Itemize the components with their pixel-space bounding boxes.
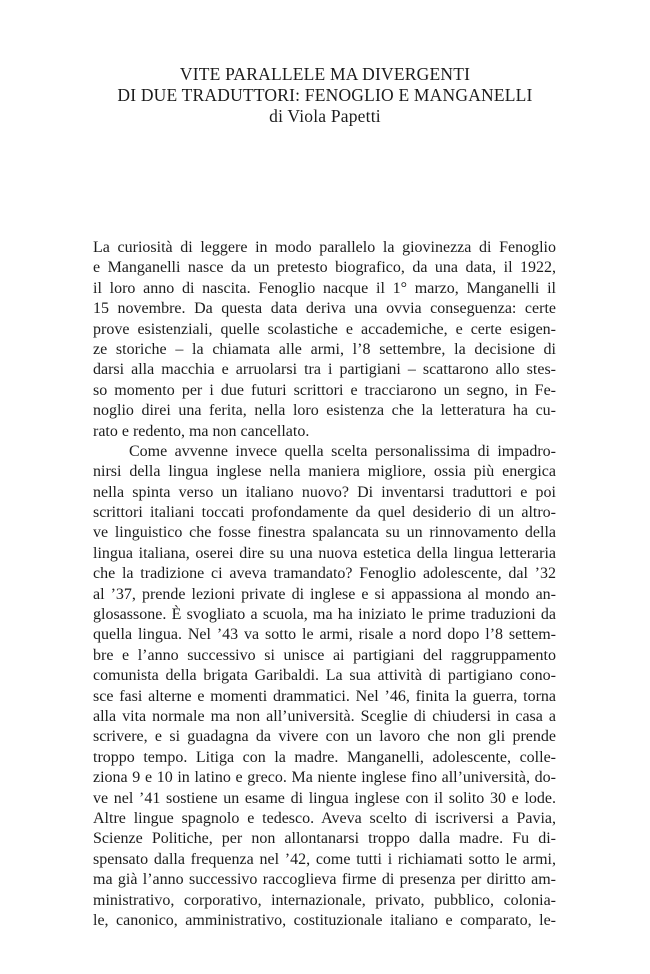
text-line: scrivere, e si guadagna da vivere con un lavoro che non gli prende [93,728,556,746]
text-line: il loro anno di nascita. Fenoglio nacque il 1° marzo, Manganelli il [93,279,556,297]
text-line: che la tradizione ci aveva tramandato? Fenoglio adolescente, dal ’32 [93,565,556,583]
text-line: ziona 9 e 10 in latino e greco. Ma niente inglese fino all’università, do- [93,769,556,787]
paragraph-start-line: Come avvenne invece quella scelta personalissima di impadro- [129,442,556,460]
text-line: sce fasi alterne e momenti drammatici. Nel ’46, finita la guerra, torna [93,687,556,705]
text-line: troppo tempo. Litiga con la madre. Manganelli, adolescente, colle- [93,748,556,766]
text-line: ve linguistico che fosse finestra spalancata su un rinnovamento della [93,524,556,542]
text-line: lingua italiana, oserei dire su una nuova estetica della lingua letteraria [93,544,556,562]
text-line: spensato dalla frequenza nel ’42, come tutti i richiamati sotto le armi, [93,850,556,868]
text-line: ma già l’anno successivo raccoglieva firme di presenza per diritto am- [93,871,556,889]
text-line: Scienze Politiche, per non allontanarsi troppo dalla madre. Fu di- [93,830,556,848]
text-line: bre e l’anno successivo si unisce ai partigiani del raggruppamento [93,646,556,664]
text-line: La curiosità di leggere in modo parallelo la giovinezza di Fenoglio [93,239,556,256]
paragraph-end-line: rato e redento, ma non cancellato. [93,422,310,440]
text-line: alla vita normale ma non all’università. Sceglie di chiudersi in casa a [93,707,556,725]
text-line: comunista della brigata Garibaldi. La sua attività di partigiano cono- [93,667,556,685]
text-line: so momento per i due futuri scrittori e tracciarono un segno, in Fe- [93,381,556,399]
text-line: ze storiche – la chiamata alle armi, l’8 settembre, la decisione di [93,340,556,358]
body-text [93,238,556,931]
text-line: nella spinta verso un italiano nuovo? Di inventarsi traduttori e poi [93,483,556,501]
chapter-title-line-2: DI DUE TRADUTTORI: FENOGLIO E MANGANELLI [117,85,533,105]
text-line: le, canonico, amministrativo, costituzionale italiano e comparato, le- [93,911,556,929]
text-line: nirsi della lingua inglese nella maniera migliore, ossia più energica [93,463,556,481]
text-line: quella lingua. Nel ’43 va sotto le armi, risale a nord dopo l’8 settem- [93,626,556,644]
chapter-author: di Viola Papetti [269,106,381,126]
text-line: noglio direi una ferita, nella loro esistenza che la letteratura ha cu- [93,402,556,420]
text-line: al ’37, prende lezioni private di inglese e si appassiona al mondo an- [93,585,556,603]
text-line: glosassone. È svogliato a scuola, ma ha iniziato le prime traduzioni da [93,606,556,624]
text-line: darsi alla macchia e arruolarsi tra i partigiani – scattarono allo stes- [93,361,556,379]
text-line: ve nel ’41 sostiene un esame di lingua inglese con il solito 30 e lode. [93,789,556,807]
chapter-title-line-1: VITE PARALLELE MA DIVERGENTI [179,64,471,84]
text-line: prove esistenziali, quelle scolastiche e accademiche, e certe esigen- [93,320,556,338]
text-line: 15 novembre. Da questa data deriva una ovvia conseguenza: certe [93,300,556,318]
text-line: ministrativo, corporativo, internazionale, privato, pubblico, colonia- [93,891,556,909]
chapter-heading [40,64,610,127]
text-line: scrittori italiani toccati profondamente da quel desiderio di un altro- [93,504,556,522]
text-line: e Manganelli nasce da un pretesto biografico, da una data, il 1922, [93,259,556,277]
text-line: Altre lingue spagnolo e tedesco. Aveva scelto di iscriversi a Pavia, [93,809,556,827]
